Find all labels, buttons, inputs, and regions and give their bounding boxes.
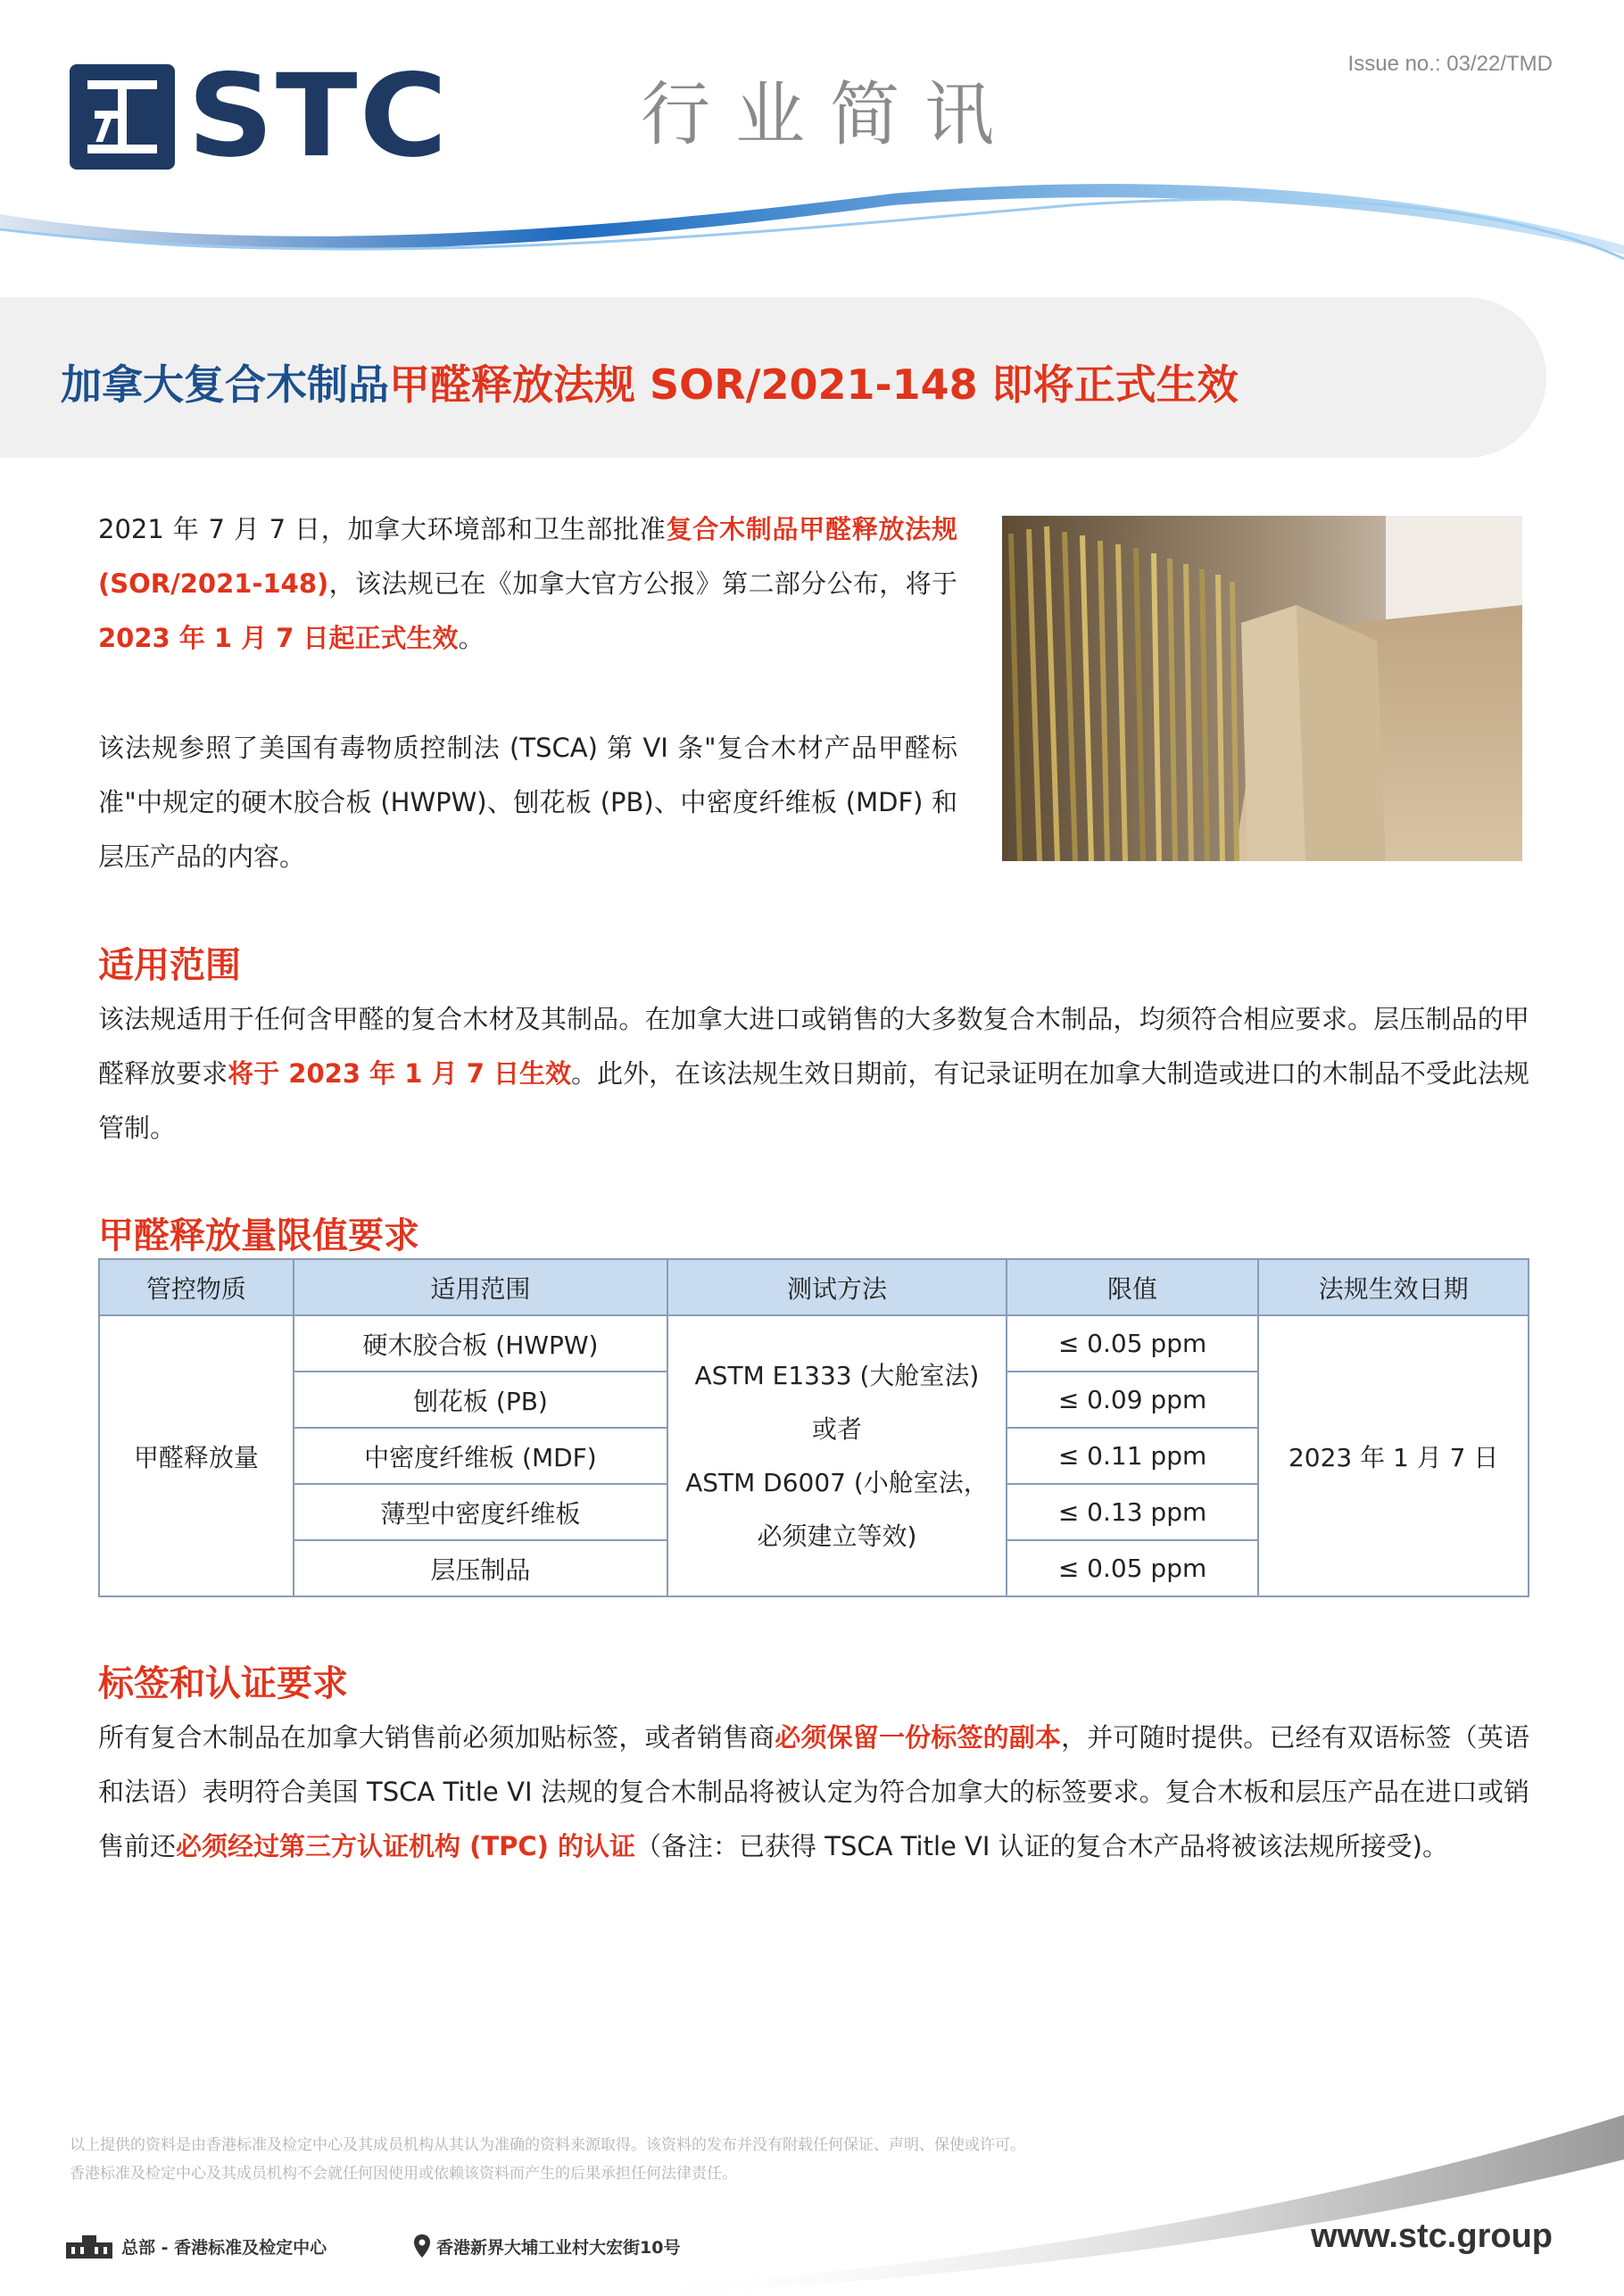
intro-paragraph-2: 该法规参照了美国有毒物质控制法 (TSCA) 第 VI 条"复合木材产品甲醛标准"中规定的硬木胶合板 (HWPW)、刨花板 (PB)、中密度纤维板 (MDF) 和层压产品的内容。 (98, 733, 957, 872)
labeling-text: （备注：已获得 TSCA Title VI 认证的复合木产品将被该法规所接受)。 (635, 1831, 1448, 1861)
scope-cell: 硬木胶合板 (HWPW) (294, 1315, 668, 1372)
page-title (61, 352, 1239, 411)
effective-date-cell: 2023 年 1 月 7 日 (1258, 1315, 1529, 1596)
emission-limits-table (98, 1258, 1529, 1597)
column-header: 法规生效日期 (1258, 1259, 1529, 1315)
limit-cell: ≤ 0.05 ppm (1007, 1315, 1259, 1372)
intro-paragraph-1 (98, 502, 957, 666)
limit-cell: ≤ 0.13 ppm (1007, 1484, 1259, 1540)
footer-hq (64, 2234, 327, 2259)
method-line: ASTM D6007 (小舱室法， (685, 1467, 989, 1497)
table-row (99, 1315, 1529, 1372)
scope-text: 。此外，在该法规生效日期前，有记录证明在加拿大制造或进口的木制品不受此法规管制。 (98, 1058, 1529, 1143)
issue-number: Issue no.: 03/22/TMD (1347, 52, 1553, 76)
headline-part-2: 甲醛释放法规 SOR/2021-148 即将正式生效 (389, 361, 1239, 409)
section-title-labeling: 标签和认证要求 (98, 1663, 348, 1704)
column-header: 管控物质 (99, 1259, 294, 1315)
scope-cell: 层压制品 (294, 1540, 668, 1596)
headline-part-1: 加拿大复合木制品 (61, 361, 389, 409)
table-header-row (99, 1259, 1529, 1315)
method-line: ASTM E1333 (大舱室法) (694, 1360, 980, 1390)
newsletter-title: 行业简讯 (641, 75, 1020, 155)
wood-boards-photo (1002, 516, 1522, 861)
effective-date: 2023 年 1 月 7 日起正式生效 (98, 623, 459, 653)
disclaimer-line: 以上提供的资料是由香港标准及检定中心及其成员机构从其认为准确的资料来源取得。该资料的发布并没有附载任何保证、声明、保使或许可。 (70, 2136, 1025, 2154)
location-pin-icon (413, 2234, 431, 2259)
labeling-paragraph (98, 1711, 1529, 1874)
label-copy-requirement: 必须保留一份标签的副本 (775, 1722, 1062, 1753)
section-title-scope: 适用范围 (98, 945, 241, 986)
hq-label: 总部 - 香港标准及检定中心 (121, 2237, 327, 2258)
column-header: 适用范围 (294, 1259, 668, 1315)
stc-emblem-icon (70, 64, 175, 170)
column-header: 测试方法 (667, 1259, 1007, 1315)
limit-cell: ≤ 0.05 ppm (1007, 1540, 1259, 1596)
building-icon (64, 2234, 114, 2259)
headline-band (0, 297, 1546, 458)
logo-wordmark: STC (187, 50, 450, 183)
labeling-text: ，并可随时提供。已经有双语标签（英语和法语）表明符合美国 TSCA Title VI 法规的复合木制品将被认定为符合加拿大的标签要求。复合木板和层压产品在进口或销售前还 (98, 1722, 1529, 1861)
regulation-name: 复合木制品甲醛释放法规 (SOR/2021-148) (98, 514, 957, 599)
footer-swoosh (0, 2097, 1624, 2296)
column-header: 限值 (1007, 1259, 1259, 1315)
scope-cell: 薄型中密度纤维板 (294, 1484, 668, 1540)
substance-cell: 甲醛释放量 (99, 1315, 294, 1596)
limit-cell: ≤ 0.09 ppm (1007, 1372, 1259, 1428)
test-method-cell (667, 1315, 1007, 1596)
disclaimer-line: 香港标准及检定中心及其成员机构不会就任何因使用或依赖该资料而产生的后果承担任何法律责任。 (70, 2165, 737, 2183)
stc-logo (70, 50, 450, 183)
labeling-text: 所有复合木制品在加拿大销售前必须加贴标签，或者销售商 (98, 1722, 775, 1753)
laminate-effective-date: 将于 2023 年 1 月 7 日生效 (228, 1058, 572, 1089)
intro-text: 2021 年 7 月 7 日，加拿大环境部和卫生部批准 (98, 514, 667, 544)
website-link[interactable]: www.stc.group (1311, 2217, 1553, 2255)
section-title-limits: 甲醛释放量限值要求 (98, 1215, 419, 1256)
disclaimer (70, 2131, 1025, 2188)
address-text: 香港新界大埔工业村大宏街10号 (436, 2237, 681, 2258)
intro-text: 。 (458, 623, 485, 653)
limit-cell: ≤ 0.11 ppm (1007, 1428, 1259, 1484)
header-swoosh (0, 174, 1624, 272)
scope-cell: 中密度纤维板 (MDF) (294, 1428, 668, 1484)
intro-text: ，该法规已在《加拿大官方公报》第二部分公布，将于 (328, 568, 957, 599)
tpc-certification-requirement: 必须经过第三方认证机构 (TPC) 的认证 (176, 1831, 636, 1861)
method-line: 或者 (811, 1413, 862, 1444)
method-line: 必须建立等效) (757, 1521, 917, 1551)
scope-text: 该法规适用于任何含甲醛的复合木材及其制品。在加拿大进口或销售的大多数复合木制品，均须符合相应要求。层压制品的甲醛释放要求 (98, 1004, 1529, 1089)
scope-cell: 刨花板 (PB) (294, 1372, 668, 1428)
footer-address (413, 2234, 680, 2259)
scope-paragraph (98, 992, 1529, 1156)
